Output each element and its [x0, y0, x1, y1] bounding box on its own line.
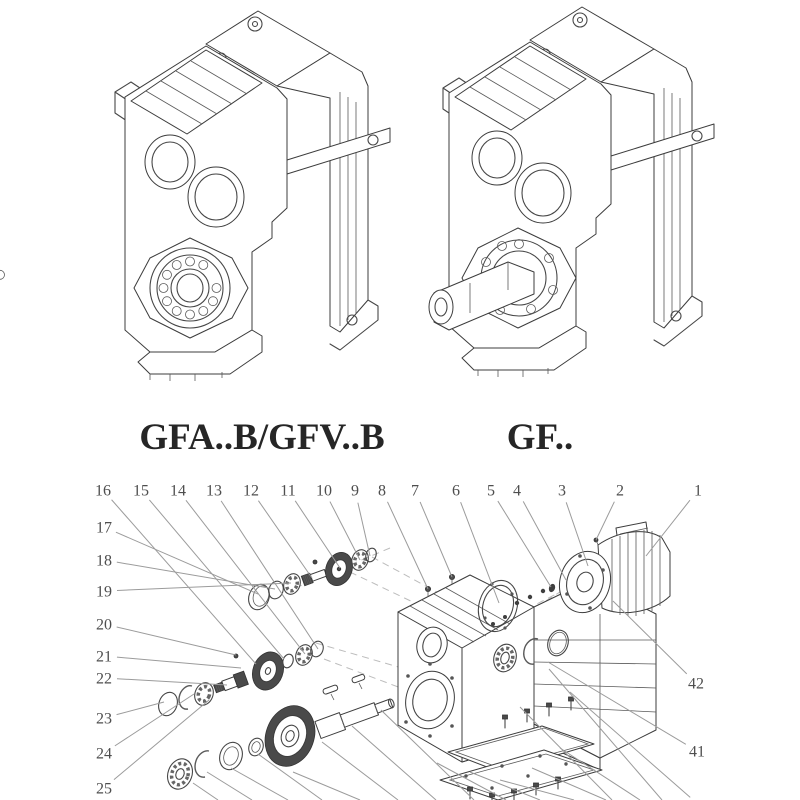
exploded-diagram — [95, 483, 708, 800]
callout-label-2: 2 — [616, 482, 624, 500]
bottom-leader-line-5 — [322, 742, 398, 800]
bottom-leader-line-2 — [231, 768, 288, 800]
callout-label-14: 14 — [170, 482, 186, 500]
leader-line-19 — [117, 583, 291, 590]
leader-line-24 — [115, 694, 194, 746]
leader-line-2 — [596, 502, 614, 540]
leader-line-21 — [117, 657, 241, 668]
leader-line-12 — [258, 501, 312, 578]
bearing — [281, 571, 303, 596]
motor-drawing — [552, 522, 670, 619]
bottom-leader-line-0 — [193, 783, 218, 800]
callout-label-41: 41 — [689, 743, 705, 761]
callout-label-1: 1 — [694, 482, 702, 500]
callout-label-9: 9 — [351, 482, 359, 500]
callout-label-7: 7 — [411, 482, 419, 500]
callout-label-4: 4 — [513, 482, 521, 500]
leader-line-10 — [330, 502, 360, 560]
leader-line-13 — [221, 501, 318, 649]
leader-line-4 — [523, 501, 566, 580]
leader-line-11 — [295, 501, 340, 568]
caption-gf: GF.. — [506, 417, 574, 458]
washer — [246, 736, 265, 758]
callout-label-3: 3 — [558, 482, 566, 500]
gearbox-drawing-gf — [429, 7, 714, 377]
callout-label-22: 22 — [96, 670, 112, 688]
shaft-keys — [322, 674, 365, 700]
callout-label-13: 13 — [206, 482, 222, 500]
callout-label-12: 12 — [243, 482, 259, 500]
leader-line-9 — [358, 503, 370, 556]
output-shaft — [315, 694, 397, 738]
caption-gfab: GFA..B/GFV..B — [139, 417, 385, 458]
leader-line-20 — [117, 627, 236, 655]
callout-label-6: 6 — [452, 482, 460, 500]
callout-label-19: 19 — [96, 583, 112, 601]
ring — [155, 690, 180, 719]
callout-label-16: 16 — [95, 482, 111, 500]
callout-label-42: 42 — [688, 675, 704, 693]
callout-label-10: 10 — [316, 482, 332, 500]
leader-line-22 — [117, 679, 227, 685]
leader-line-5 — [498, 501, 551, 587]
callout-label-25: 25 — [96, 780, 112, 798]
callout-label-5: 5 — [487, 482, 495, 500]
callout-label-24: 24 — [96, 745, 112, 763]
snap-ring — [179, 686, 192, 709]
callout-label-20: 20 — [96, 616, 112, 634]
callout-label-8: 8 — [378, 482, 386, 500]
callout-label-17: 17 — [96, 519, 112, 537]
ring — [309, 639, 326, 658]
gearbox-drawing-gfab — [0, 11, 390, 381]
callout-label-18: 18 — [96, 552, 112, 570]
intermediate-pinion-shaft — [213, 671, 249, 695]
leader-line-23 — [117, 702, 164, 715]
snap-ring — [195, 751, 209, 777]
callout-label-23: 23 — [96, 710, 112, 728]
oil-seal — [216, 739, 246, 773]
callout-label-11: 11 — [280, 482, 296, 500]
callout-label-15: 15 — [133, 482, 149, 500]
callout-label-21: 21 — [96, 648, 112, 666]
output-shaft-assembly — [163, 674, 396, 793]
leader-line-7 — [420, 502, 452, 577]
ball-bearing — [163, 755, 196, 792]
